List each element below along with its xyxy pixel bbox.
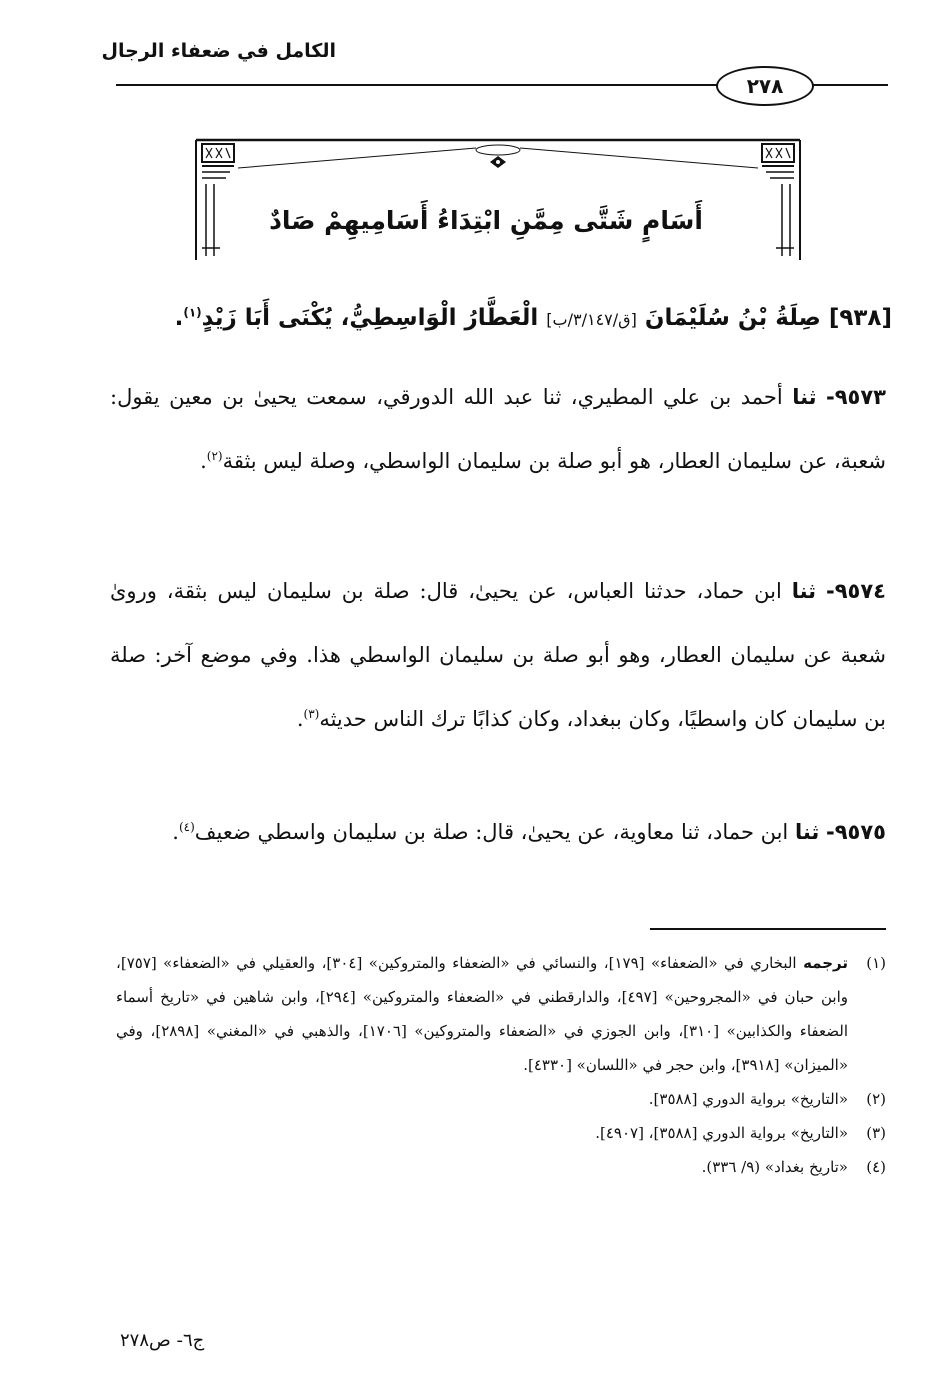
footnote-mark: (٣) xyxy=(303,707,320,721)
footnote-2 xyxy=(116,1082,886,1116)
footnote-marker: (٢) xyxy=(866,1090,886,1108)
narration-text: ابن حماد، حدثنا العباس، عن يحيىٰ، قال: صلة بن سليمان ليس بثقة، ورویٰ شعبة عن سليمان العطار، وهو أبو صلة بن سليمان الواسطي هذا. وفي موضع آخر: صلة بن سليمان كان واسطيًا، وكان ببغداد، وكان كذابًا ترك الناس حديثه xyxy=(110,579,886,731)
manuscript-ref: [ق/٣/١٤٧/ب] xyxy=(546,310,637,329)
footnote-1 xyxy=(116,946,886,1082)
footnote-marker: (٣) xyxy=(866,1124,886,1142)
entry-end: . xyxy=(174,305,184,331)
narration-end: . xyxy=(200,449,207,473)
footnote-marker: (٤) xyxy=(866,1158,886,1176)
footnotes xyxy=(116,946,886,1184)
narration-number: ٩٥٧٥- xyxy=(826,820,886,844)
narration-number: ٩٥٧٣- xyxy=(826,385,886,409)
narration-text: أحمد بن علي المطيري، ثنا عبد الله الدورقي، سمعت يحيىٰ بن معين يقول: شعبة، عن سليمان العطار، هو أبو صلة بن سليمان الواسطي، وصلة ليس بثقة xyxy=(110,385,886,473)
entry-number: [٩٣٨] xyxy=(828,305,892,331)
narration-tha: ثنا xyxy=(791,579,817,603)
narration-tha: ثنا xyxy=(792,385,817,409)
chapter-title-frame xyxy=(190,136,806,262)
footnote-rule xyxy=(650,928,886,930)
narration-end: . xyxy=(172,820,179,844)
page-number: ٢٧٨ xyxy=(746,74,784,98)
entry-name: صِلَةُ بْنُ سُلَيْمَانَ xyxy=(644,305,821,331)
footnote-text: البخاري في «الضعفاء» [١٧٩]، والنسائي في «الضعفاء والمتروكين» [٣٠٤]، والعقيلي في «الضعفاء» [٧٥٧]، وابن حبان في «المجروحين» [٤٩٧]، والدارقطني في «الضعفاء والمتروكين» [٢٩٤]، وابن شاهين في «تاريخ أسماء الضعفاء والكذابين» [٣١٠]، وابن الجوزي في «الضعفاء والمتروكين» [١٧٠٦]، والذهبي في «المغني» [٢٨٩٨]، وفي «الميزان» [٣٩١٨]، وابن حجر في «اللسان» [٤٣٣٠]. xyxy=(116,954,848,1074)
footnote-text: «تاريخ بغداد» (٩/ ٣٣٦). xyxy=(701,1158,848,1176)
book-title: الكامل في ضعفاء الرجال xyxy=(101,40,336,62)
page-number-badge xyxy=(716,66,814,106)
entry-heading xyxy=(110,305,892,331)
footnote-bold: ترجمه xyxy=(803,954,849,972)
right-pillar-icon xyxy=(762,144,794,256)
footnote-3 xyxy=(116,1116,886,1150)
footnote-mark: (١) xyxy=(183,305,202,320)
entry-description: الْعَطَّارُ الْوَاسِطِيُّ، يُكْنَى أَبَا زَيْدٍ xyxy=(201,305,539,331)
footnote-4 xyxy=(116,1150,886,1184)
ornament-icon xyxy=(490,156,506,168)
volume-page-ref: ج٦- ص٢٧٨ xyxy=(120,1330,205,1351)
chapter-title: أَسَامٍ شَتَّى مِمَّنِ ابْتِدَاءُ أَسَامِيهِمْ صَادٌ xyxy=(269,206,703,235)
narration-tha: ثنا xyxy=(794,820,820,844)
footnote-mark: (٤) xyxy=(178,820,195,834)
narration-9574 xyxy=(110,559,886,751)
footnote-marker: (١) xyxy=(866,954,887,972)
footnote-mark: (٢) xyxy=(206,449,223,463)
footnote-text: «التاريخ» برواية الدوري [٣٥٨٨]، [٤٩٠٧]. xyxy=(595,1124,848,1142)
narration-end: . xyxy=(296,707,304,731)
narration-9573 xyxy=(110,365,886,493)
left-pillar-icon xyxy=(202,144,234,256)
footnote-text: «التاريخ» برواية الدوري [٣٥٨٨]. xyxy=(648,1090,848,1108)
narration-number: ٩٥٧٤- xyxy=(826,579,886,603)
narration-9575 xyxy=(110,800,886,864)
narration-text: ابن حماد، ثنا معاوية، عن يحيىٰ، قال: صلة بن سليمان واسطي ضعيف xyxy=(194,820,789,844)
